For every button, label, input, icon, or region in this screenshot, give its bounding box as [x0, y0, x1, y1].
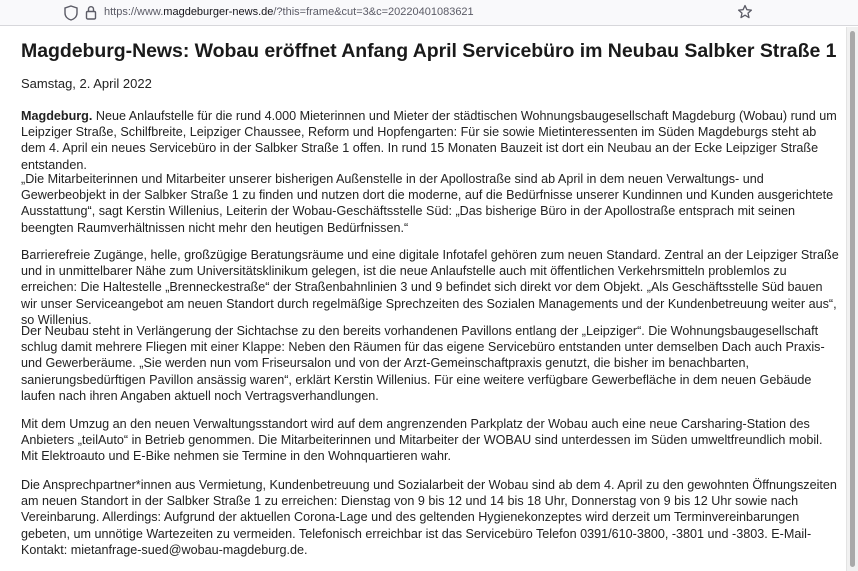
article-content [0, 27, 846, 571]
page-title: Magdeburg-News: Wobau eröffnet Anfang April Servicebüro im Neubau Salbker Straße 1 [21, 40, 837, 62]
dateline: Magdeburg. [21, 109, 93, 123]
url-prefix: https://www. [104, 6, 164, 18]
paragraph-4: Der Neubau steht in Verlängerung der Sichtachse zu den bereits vorhandenen Pavillons entlang der „Leipziger“. Die Wohnungsbaugesellschaft schlug damit mehrere Fliegen mit einer Klappe: Neben den Räumen für das eigene Servicebüro entstanden unter demselben Dach auch Praxis- und Gewerberäume. „Sie werden nun vom Friseursalon und von der Arzt-Gemeinschaftpraxis genutzt, die bisher im benachbarten, sanierungsbedürftigen Pavillon ansässig waren“, erklärt Kerstin Willenius. Für eine weitere verfügbare Gewerbefläche in dem neuen Gebäude laufen nach ihren Angaben aktuell noch Vertragsverhandlungen. [21, 324, 825, 403]
paragraph-2: „Die Mitarbeiterinnen und Mitarbeiter unserer bisherigen Außenstelle in der Apollostraße sind ab April in dem neuen Verwaltungs- und Gewerbeobjekt in der Salbker Straße 1 zu finden und nutzen dort die moderne, auf die Bedürfnisse unserer Kundinnen und Kunden ausgerichtete Ausstattung“, sagt Kerstin Willenius, Leiterin der Wobau-Geschäftsstelle Süd: „Das bisherige Büro in der Apollostraße entsprach mit seinen beengten Raumverhältnissen nicht mehr den heutigen Bedürfnissen.“ [21, 172, 834, 235]
paragraph-1 [21, 108, 841, 173]
article-date: Samstag, 2. April 2022 [21, 76, 152, 91]
paragraph-3: Barrierefreie Zugänge, helle, großzügige Beratungsräume und eine digitale Infotafel gehören zum neuen Standard. Zentral an der Leipziger Straße und in unmittelbarer Nähe zum Universitätsklinikum gelegen, ist die neue Anlaufstelle auch mit öffentlichen Verkehrsmitteln problemlos zu erreichen: Die Haltestelle „Brenneckestraße“ der Straßenbahnlinien 3 und 9 befindet sich direkt vor dem Objekt. „Als Geschäftsstelle Süd bauen wir unser Serviceangebot am neuen Standort durch regelmäßige Sprechzeiten des Sozialen Managements und der Kundenbetreuung weiter aus“, so Willenius. [21, 248, 839, 327]
lock-icon[interactable] [85, 5, 97, 20]
star-icon[interactable] [737, 4, 753, 20]
scrollbar-thumb[interactable] [850, 31, 855, 567]
url-host: magdeburger-news.de [163, 6, 274, 18]
browser-toolbar [0, 0, 858, 26]
paragraph-5: Mit dem Umzug an den neuen Verwaltungsstandort wird auf dem angrenzenden Parkplatz der Wobau auch eine neue Carsharing-Station des Anbieters „teilAuto“ in Betrieb genommen. Die Mitarbeiterinnen und Mitarbeiter der WOBAU sind unterdessen im Süden umweltfreundlich mobil. Mit Elektroauto und E-Bike nehmen sie Termine in den Wohnquartieren wahr. [21, 417, 823, 464]
paragraph-1-text: Neue Anlaufstelle für die rund 4.000 Mieterinnen und Mieter der städtischen Wohnungsbaugesellschaft Magdeburg (Wobau) rund um Leipziger Straße, Schilfbreite, Leipziger Chaussee, Reform und Hopfengarten: Für sie sowie Mietinteressenten im Süden Magdeburgs steht ab dem 4. April ein neues Servicebüro in der Salbker Straße 1 offen. In rund 15 Monaten Bauzeit ist dort ein Neubau an der Ecke Leipziger Straße entstanden. [21, 109, 837, 172]
shield-icon[interactable] [64, 5, 78, 21]
url-path: /?this=frame&cut=3&c=20220401083621 [273, 6, 474, 18]
vertical-scrollbar[interactable] [846, 27, 858, 571]
url-bar[interactable] [104, 6, 474, 18]
paragraph-6: Die Ansprechpartner*innen aus Vermietung, Kundenbetreuung und Sozialarbeit der Wobau sind ab dem 4. April zu den gewohnten Öffnungszeiten am neuen Standort in der Salbker Straße 1 zu erreichen: Dienstag von 9 bis 12 und 14 bis 18 Uhr, Donnerstag von 9 bis 12 Uhr sowie nach Vereinbarung. Allerdings: Aufgrund der aktuellen Corona-Lage und des geltenden Hygienekonzeptes wird derzeit um Terminvereinbarungen gebeten, um unnötige Wartezeiten zu vermeiden. Telefonisch erreichbar ist das Servicebüro Telefon 0391/610-3800, -3801 und -3803. E-Mail-Kontakt: mietanfrage-sued@wobau-magdeburg.de. [21, 478, 837, 557]
